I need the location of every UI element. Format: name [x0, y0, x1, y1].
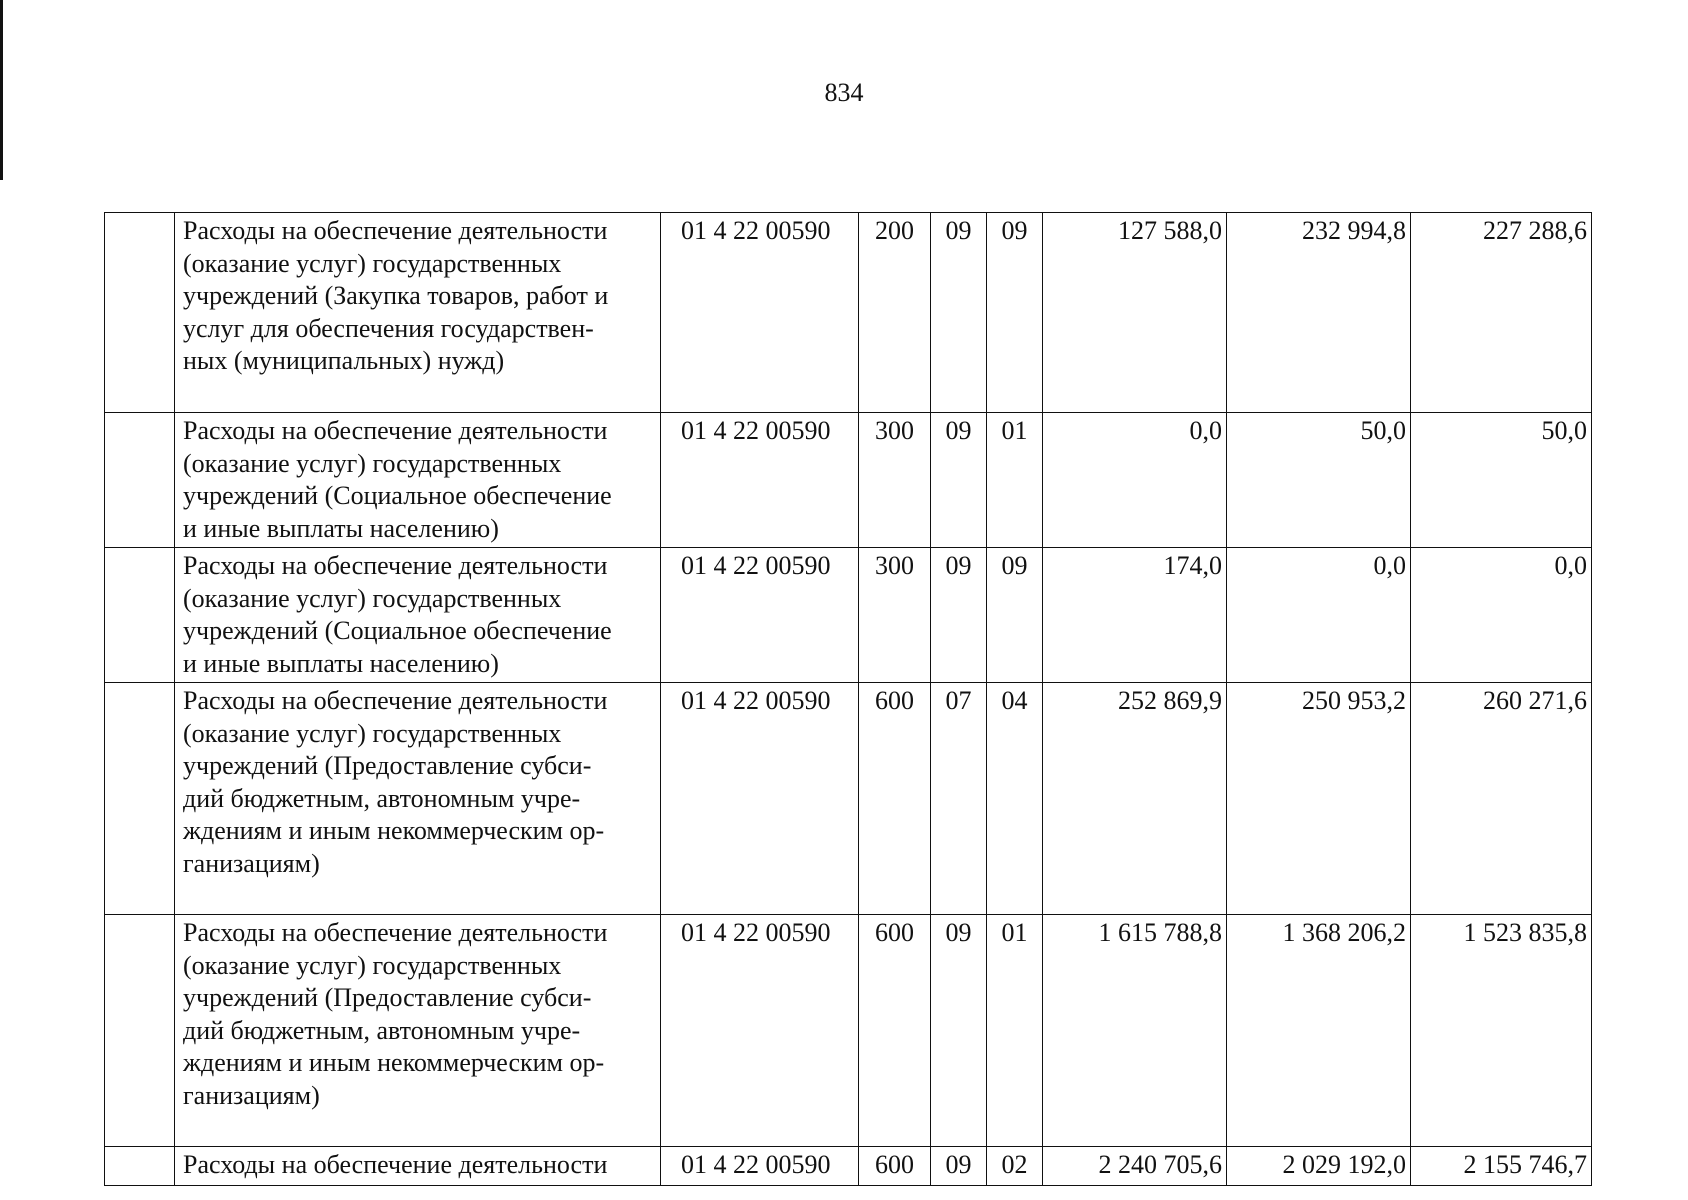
budget-table	[104, 212, 1592, 1186]
row-number-cell	[105, 548, 175, 683]
expense-type-cell: 300	[859, 548, 931, 683]
row-number-cell	[105, 1147, 175, 1186]
amount-year2-cell: 50,0	[1227, 413, 1411, 548]
section-cell: 09	[931, 915, 987, 1147]
description-cell: Расходы на обеспечение деятельности (оказание услуг) государственных учреждений (Социальное обеспечение и иные выплаты населению)	[175, 413, 661, 548]
section-cell: 07	[931, 683, 987, 915]
description-cell: Расходы на обеспечение деятельности	[175, 1147, 661, 1186]
expense-type-cell: 600	[859, 915, 931, 1147]
amount-year2-cell: 232 994,8	[1227, 213, 1411, 413]
section-cell: 09	[931, 548, 987, 683]
expense-type-cell: 300	[859, 413, 931, 548]
row-number-cell	[105, 915, 175, 1147]
description-cell: Расходы на обеспечение деятельности (оказание услуг) государственных учреждений (Предоставление субси- дий бюджетным, автономным учре- ждениям и иным некоммерческим ор- ганизациям)	[175, 915, 661, 1147]
table-row	[105, 413, 1592, 548]
description-cell: Расходы на обеспечение деятельности (оказание услуг) государственных учреждений (Предоставление субси- дий бюджетным, автономным учре- ждениям и иным некоммерческим ор- ганизациям)	[175, 683, 661, 915]
expense-type-cell: 200	[859, 213, 931, 413]
subsection-cell: 02	[987, 1147, 1043, 1186]
amount-year1-cell: 0,0	[1043, 413, 1227, 548]
section-cell: 09	[931, 213, 987, 413]
amount-year2-cell: 2 029 192,0	[1227, 1147, 1411, 1186]
section-cell: 09	[931, 413, 987, 548]
row-number-cell	[105, 213, 175, 413]
amount-year1-cell: 1 615 788,8	[1043, 915, 1227, 1147]
amount-year3-cell: 260 271,6	[1411, 683, 1592, 915]
table-row	[105, 213, 1592, 413]
target-code-cell: 01 4 22 00590	[661, 548, 859, 683]
subsection-cell: 01	[987, 915, 1043, 1147]
amount-year3-cell: 50,0	[1411, 413, 1592, 548]
amount-year3-cell: 1 523 835,8	[1411, 915, 1592, 1147]
description-cell: Расходы на обеспечение деятельности (оказание услуг) государственных учреждений (Социальное обеспечение и иные выплаты населению)	[175, 548, 661, 683]
description-cell: Расходы на обеспечение деятельности (оказание услуг) государственных учреждений (Закупка товаров, работ и услуг для обеспечения государствен- ных (муниципальных) нужд)	[175, 213, 661, 413]
amount-year1-cell: 174,0	[1043, 548, 1227, 683]
amount-year1-cell: 127 588,0	[1043, 213, 1227, 413]
subsection-cell: 09	[987, 548, 1043, 683]
section-cell: 09	[931, 1147, 987, 1186]
target-code-cell: 01 4 22 00590	[661, 1147, 859, 1186]
amount-year1-cell: 2 240 705,6	[1043, 1147, 1227, 1186]
amount-year1-cell: 252 869,9	[1043, 683, 1227, 915]
amount-year2-cell: 0,0	[1227, 548, 1411, 683]
page-number: 834	[824, 78, 864, 107]
amount-year3-cell: 0,0	[1411, 548, 1592, 683]
table-row	[105, 683, 1592, 915]
subsection-cell: 09	[987, 213, 1043, 413]
expense-type-cell: 600	[859, 1147, 931, 1186]
target-code-cell: 01 4 22 00590	[661, 683, 859, 915]
target-code-cell: 01 4 22 00590	[661, 413, 859, 548]
table-row	[105, 1147, 1592, 1186]
amount-year2-cell: 250 953,2	[1227, 683, 1411, 915]
expense-type-cell: 600	[859, 683, 931, 915]
subsection-cell: 04	[987, 683, 1043, 915]
amount-year2-cell: 1 368 206,2	[1227, 915, 1411, 1147]
amount-year3-cell: 227 288,6	[1411, 213, 1592, 413]
row-number-cell	[105, 683, 175, 915]
row-number-cell	[105, 413, 175, 548]
amount-year3-cell: 2 155 746,7	[1411, 1147, 1592, 1186]
table-row	[105, 548, 1592, 683]
subsection-cell: 01	[987, 413, 1043, 548]
target-code-cell: 01 4 22 00590	[661, 915, 859, 1147]
target-code-cell: 01 4 22 00590	[661, 213, 859, 413]
table-row	[105, 915, 1592, 1147]
